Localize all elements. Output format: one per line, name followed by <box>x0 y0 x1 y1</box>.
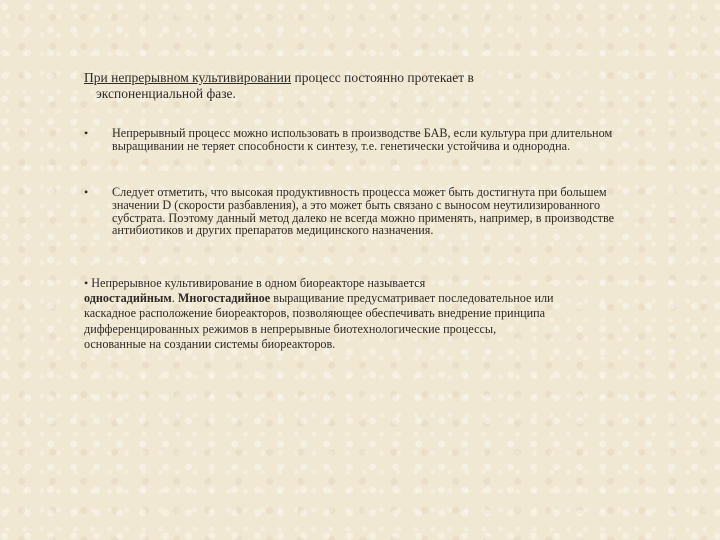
intro-underlined: При непрерывном культивировании <box>84 70 292 85</box>
bullet-dot: • <box>84 126 89 140</box>
paragraph-part3: выращивание предусматривает последовательное или каскадное расположение биореакторов, позволяющее обеспечивать внедрение принципа дифференцированных режимов в непрерывные биотехнологические процессы, основанные на создании системы биореакторов. <box>84 291 554 351</box>
paragraph-text <box>84 276 554 352</box>
bullet-dot: • <box>84 185 89 199</box>
intro-rest: процесс постоянно протекает в <box>291 70 474 85</box>
bullet-text: Следует отметить, что высокая продуктивность процесса может быть достигнута при большем значении D (скорости разбавления), а это может быть связано с выносом неутилизированного субстрата. Поэтому данный метод далеко не всегда можно применять, например, в производстве антибиотиков и других препаратов медицинского назначения. <box>112 185 615 238</box>
paragraph-part1: Непрерывное культивирование в одном биореакторе называется <box>88 276 426 290</box>
paragraph-part2: . <box>171 291 178 306</box>
term-single-stage: одностадийным <box>84 291 172 306</box>
intro-text <box>84 70 584 101</box>
bullet-text: Непрерывный процесс можно использовать в производстве БАВ, если культура при длительном выращивании не теряет способности к синтезу, т.е. генетически устойчива и однородна. <box>112 126 613 153</box>
intro-line2: экспоненциальной фазе. <box>96 85 236 101</box>
term-multi-stage: Многостадийное <box>177 291 271 306</box>
paragraph-bullet: • <box>84 276 89 290</box>
